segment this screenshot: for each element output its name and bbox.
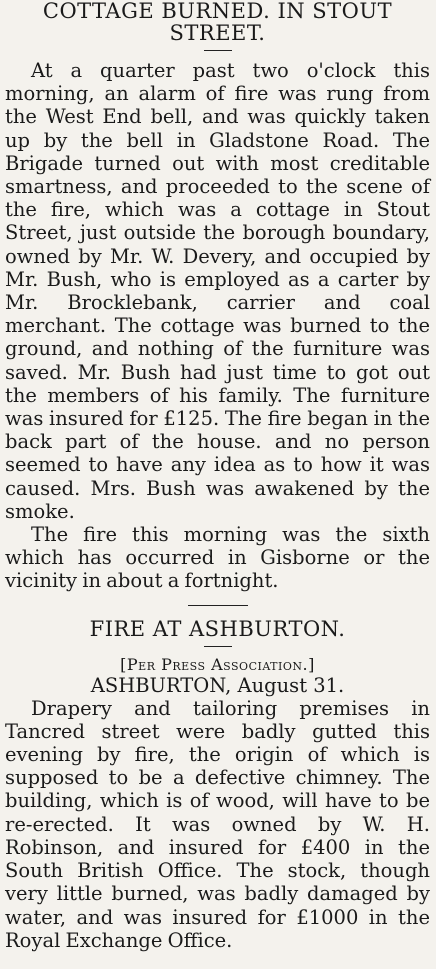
article-separator xyxy=(188,605,248,606)
headline-cottage-line2: STREET. xyxy=(169,21,266,45)
article-paragraph: At a quarter past two o'clock this morning, an alarm of fire was rung from the West End bell, and was quickly taken up by the bell in Gladstone Road. The Brigade turned out with most creditable smartness, and proceeded to the scene of the fire, which was a cottage in Stout Street, just outside the borough boundary, owned by Mr. W. Devery, and occupied by Mr. Bush, who is employed as a carter by Mr. Brocklebank, carrier and coal merchant. The cottage was burned to the ground, and nothing of the furniture was saved. Mr. Bush had just time to got out the members of his family. The furniture was insured for £125. The fire began in the back part of the house. and no person seemed to have any idea as to how it was caused. Mrs. Bush was awakened by the smoke. xyxy=(5,59,430,523)
byline: [Per Press Association.] xyxy=(120,654,315,674)
headline-divider xyxy=(204,646,232,647)
article-cottage-burned xyxy=(5,0,430,593)
article-paragraph: The fire this morning was the sixth which has occurred in Gisborne or the vicinity in about a fortnight. xyxy=(5,523,430,593)
headline-ashburton: FIRE AT ASHBURTON. xyxy=(89,616,346,641)
article-fire-at-ashburton xyxy=(5,618,430,952)
article-paragraph: Drapery and tailoring premises in Tancred street were badly gutted this evening by fire, the origin of which is supposed to be a defective chimney. The building, which is of wood, will have to be re-erected. It was owned by W. H. Robinson, and insured for £400 in the South British Office. The stock, though very little burned, was badly damaged by water, and was insured for £1000 in the Royal Exchange Office. xyxy=(5,696,430,952)
dateline: ASHBURTON, August 31. xyxy=(90,673,345,697)
headline-cottage-line1: COTTAGE BURNED. IN STOUT xyxy=(42,0,393,23)
headline-divider xyxy=(204,50,232,51)
